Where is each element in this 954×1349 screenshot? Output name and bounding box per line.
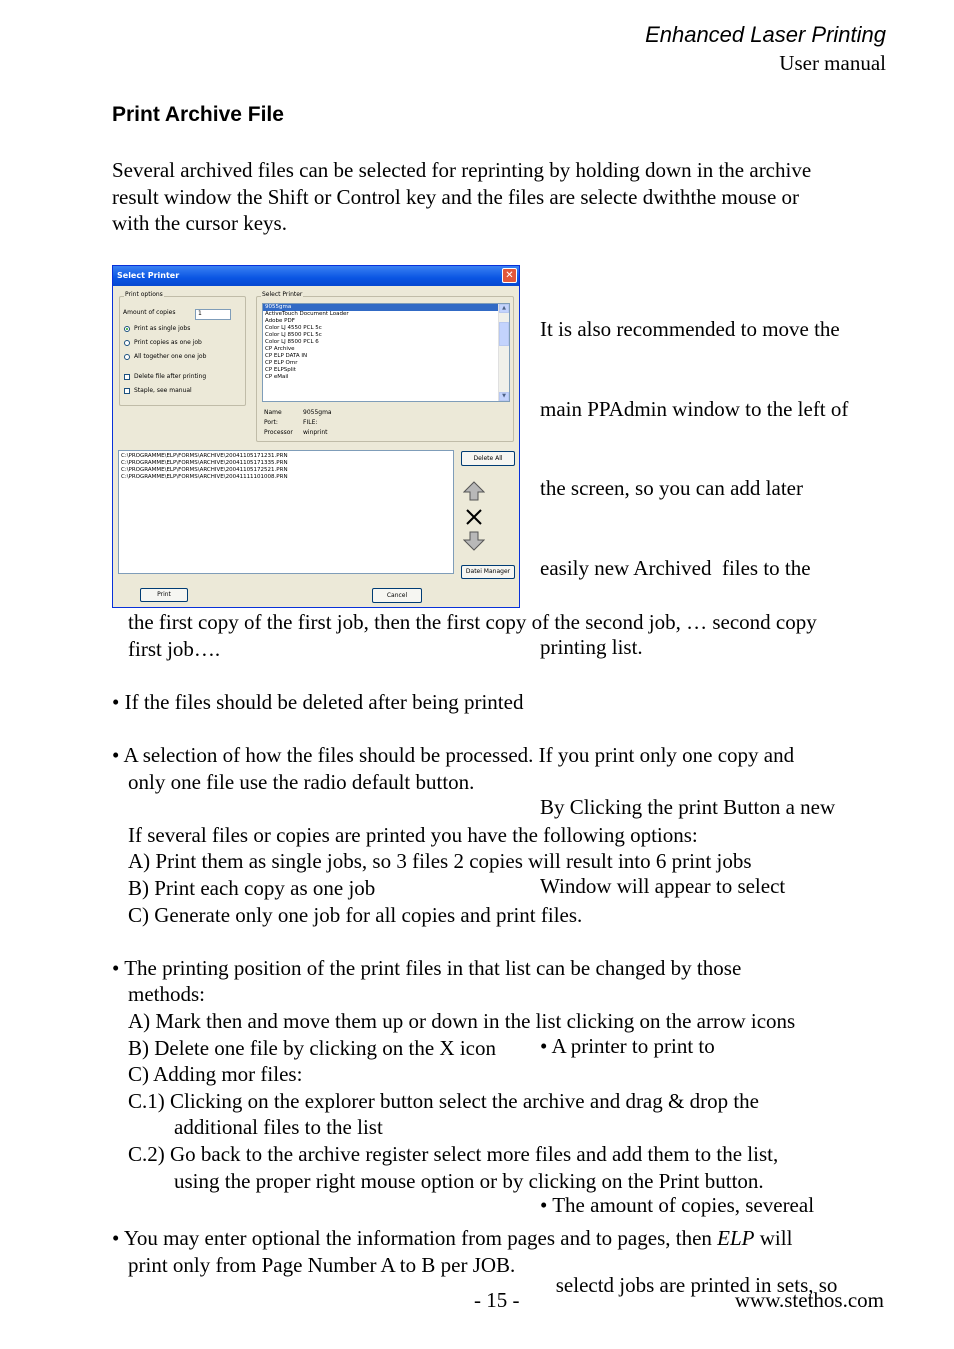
body-line: • A selection of how the files should be processed. If you print only one copy and: [112, 743, 795, 767]
printer-item[interactable]: CP ELP Omr: [265, 360, 298, 366]
printer-item[interactable]: CP ELPSplit: [265, 367, 296, 373]
body-line: additional files to the list: [174, 1115, 383, 1140]
side-line: It is also recommended to move the: [540, 317, 840, 341]
name-label: Name: [264, 409, 282, 416]
print-options-group: [119, 291, 246, 406]
body-line: using the proper right mouse option or by clicking on the Print button.: [174, 1168, 764, 1193]
side-line: Window will appear to select: [540, 874, 786, 898]
intro-paragraph: [112, 157, 811, 237]
printer-scrollbar[interactable]: [498, 304, 509, 401]
name-value: 9055gma: [303, 409, 332, 416]
select-printer-label: Select Printer: [262, 291, 303, 298]
print-options-label: Print options: [125, 291, 163, 298]
side-line: the screen, so you can add later: [540, 476, 803, 500]
scroll-thumb[interactable]: [499, 322, 509, 346]
cancel-button[interactable]: Cancel: [372, 588, 422, 603]
delete-after-checkbox[interactable]: [124, 374, 130, 380]
body-line: C) Adding mor files:: [128, 1062, 303, 1087]
footer-url: www.stethos.com: [734, 1288, 884, 1312]
staple-checkbox[interactable]: [124, 388, 130, 394]
intro-line: Several archived files can be selected for reprinting by holding down in the archive: [112, 158, 812, 182]
body-line: B) Delete one file by clicking on the X icon: [128, 1035, 496, 1060]
body-line: A) Print them as single jobs, so 3 files 2 copies will result into 6 print jobs: [128, 849, 752, 874]
copies-label: Amount of copies: [123, 309, 176, 316]
side-line: selectd jobs are printed in sets, so: [540, 1272, 838, 1297]
port-value: FILE:: [303, 419, 318, 426]
scroll-down-button[interactable]: ▼: [499, 392, 509, 401]
copies-input[interactable]: 1: [195, 309, 231, 320]
last-bullet-pre: • You may enter optional the information from pages and to pages, then: [112, 1226, 718, 1250]
radio-label: All together one one job: [134, 353, 207, 360]
file-item[interactable]: C:\PROGRAMME\ELP\FORMS\ARCHIVE\20041105171335.PRN: [121, 460, 288, 466]
section-title: Print Archive File: [112, 103, 284, 126]
close-button[interactable]: ✕: [502, 268, 517, 283]
body-line: the first copy of the first job, then the first copy of the second job, … second copy: [128, 610, 817, 634]
checkbox-label: Delete file after printing: [134, 373, 207, 380]
intro-line: with the cursor keys.: [112, 211, 287, 235]
header-subtitle: User manual: [779, 51, 886, 75]
port-label: Port:: [264, 419, 278, 426]
elp-term: ELP: [717, 1226, 755, 1250]
intro-line: result window the Shift or Control key and the files are selecte dwiththe mouse or: [112, 184, 800, 209]
body-line: only one file use the radio default button.: [128, 769, 475, 794]
file-item[interactable]: C:\PROGRAMME\ELP\FORMS\ARCHIVE\20041111101008.PRN: [121, 474, 288, 480]
last-bullet-line2: print only from Page Number A to B per JOB.: [128, 1253, 516, 1277]
printer-item[interactable]: CP Archive: [265, 346, 295, 352]
body-line: A) Mark then and move them up or down in the list clicking on the arrow icons: [128, 1009, 796, 1033]
body-line: • The printing position of the print files in that list can be changed by those: [112, 955, 742, 980]
side-line: main PPAdmin window to the left of: [540, 396, 849, 421]
side-line: [540, 714, 848, 741]
radio-label: Print as single jobs: [134, 325, 191, 332]
processor-label: Processor: [264, 429, 293, 436]
datei-manager-button[interactable]: Datei Manager: [461, 565, 515, 579]
radio-single-jobs[interactable]: [124, 326, 130, 332]
body-line: C.1) Clicking on the explorer button select the archive and drag & drop the: [128, 1088, 759, 1113]
radio-label: Print copies as one job: [134, 339, 202, 346]
printer-item[interactable]: CP ELP DATA IN: [265, 353, 308, 359]
select-printer-group: [256, 291, 514, 442]
last-bullet-post: will: [754, 1226, 793, 1250]
printer-item[interactable]: ActiveTouch Document Loader: [265, 311, 349, 317]
print-button[interactable]: Print: [140, 588, 188, 602]
files-listbox[interactable]: [118, 450, 454, 574]
body-line: • If the files should be deleted after being printed: [112, 689, 524, 714]
side-line: [540, 1112, 848, 1139]
file-item[interactable]: C:\PROGRAMME\ELP\FORMS\ARCHIVE\20041105172521.PRN: [121, 467, 288, 473]
delete-x-icon[interactable]: [464, 507, 484, 527]
last-bullet: [112, 1226, 792, 1251]
checkbox-label: Staple, see manual: [134, 387, 192, 394]
body-line: methods:: [128, 982, 205, 1007]
printer-item[interactable]: Color LJ 8500 PCL 6: [265, 339, 319, 345]
body-line: C.2) Go back to the archive register select more files and add them to the list,: [128, 1142, 779, 1166]
body-line: B) Print each copy as one job: [128, 876, 376, 900]
radio-copies-one-job[interactable]: [124, 340, 130, 346]
side-line: By Clicking the print Button a new: [540, 794, 836, 819]
printer-item[interactable]: CP eMail: [265, 374, 289, 380]
select-printer-dialog: [112, 265, 520, 608]
body-line: If several files or copies are printed you have the following options:: [128, 822, 698, 847]
body-line: first job….: [128, 636, 221, 661]
side-line: • A printer to print to: [540, 1033, 715, 1058]
delete-all-button[interactable]: Delete All: [461, 451, 515, 466]
side-line: easily new Archived files to the: [540, 555, 811, 580]
move-down-icon[interactable]: [463, 530, 485, 552]
printer-item[interactable]: Adobe PDF: [265, 318, 295, 324]
printer-listbox[interactable]: [262, 303, 510, 402]
file-item[interactable]: C:\PROGRAMME\ELP\FORMS\ARCHIVE\20041105171231.PRN: [121, 453, 288, 459]
body-line: C) Generate only one job for all copies and print files.: [128, 902, 583, 927]
processor-value: winprint: [303, 429, 328, 436]
page-number: - 15 -: [474, 1288, 520, 1312]
side-line: • The amount of copies, severeal: [540, 1193, 815, 1217]
move-up-icon[interactable]: [463, 480, 485, 502]
printer-item[interactable]: Color LJ 4550 PCL 5c: [265, 325, 322, 331]
printer-item[interactable]: 9055gma: [263, 304, 509, 311]
scroll-up-button[interactable]: ▲: [499, 304, 509, 313]
side-line: printing list.: [540, 635, 643, 659]
dialog-titlebar: Select Printer: [113, 266, 519, 286]
radio-all-together[interactable]: [124, 354, 130, 360]
header-title: Enhanced Laser Printing: [645, 22, 886, 47]
printer-item[interactable]: Color LJ 8500 PCL 5c: [265, 332, 322, 338]
